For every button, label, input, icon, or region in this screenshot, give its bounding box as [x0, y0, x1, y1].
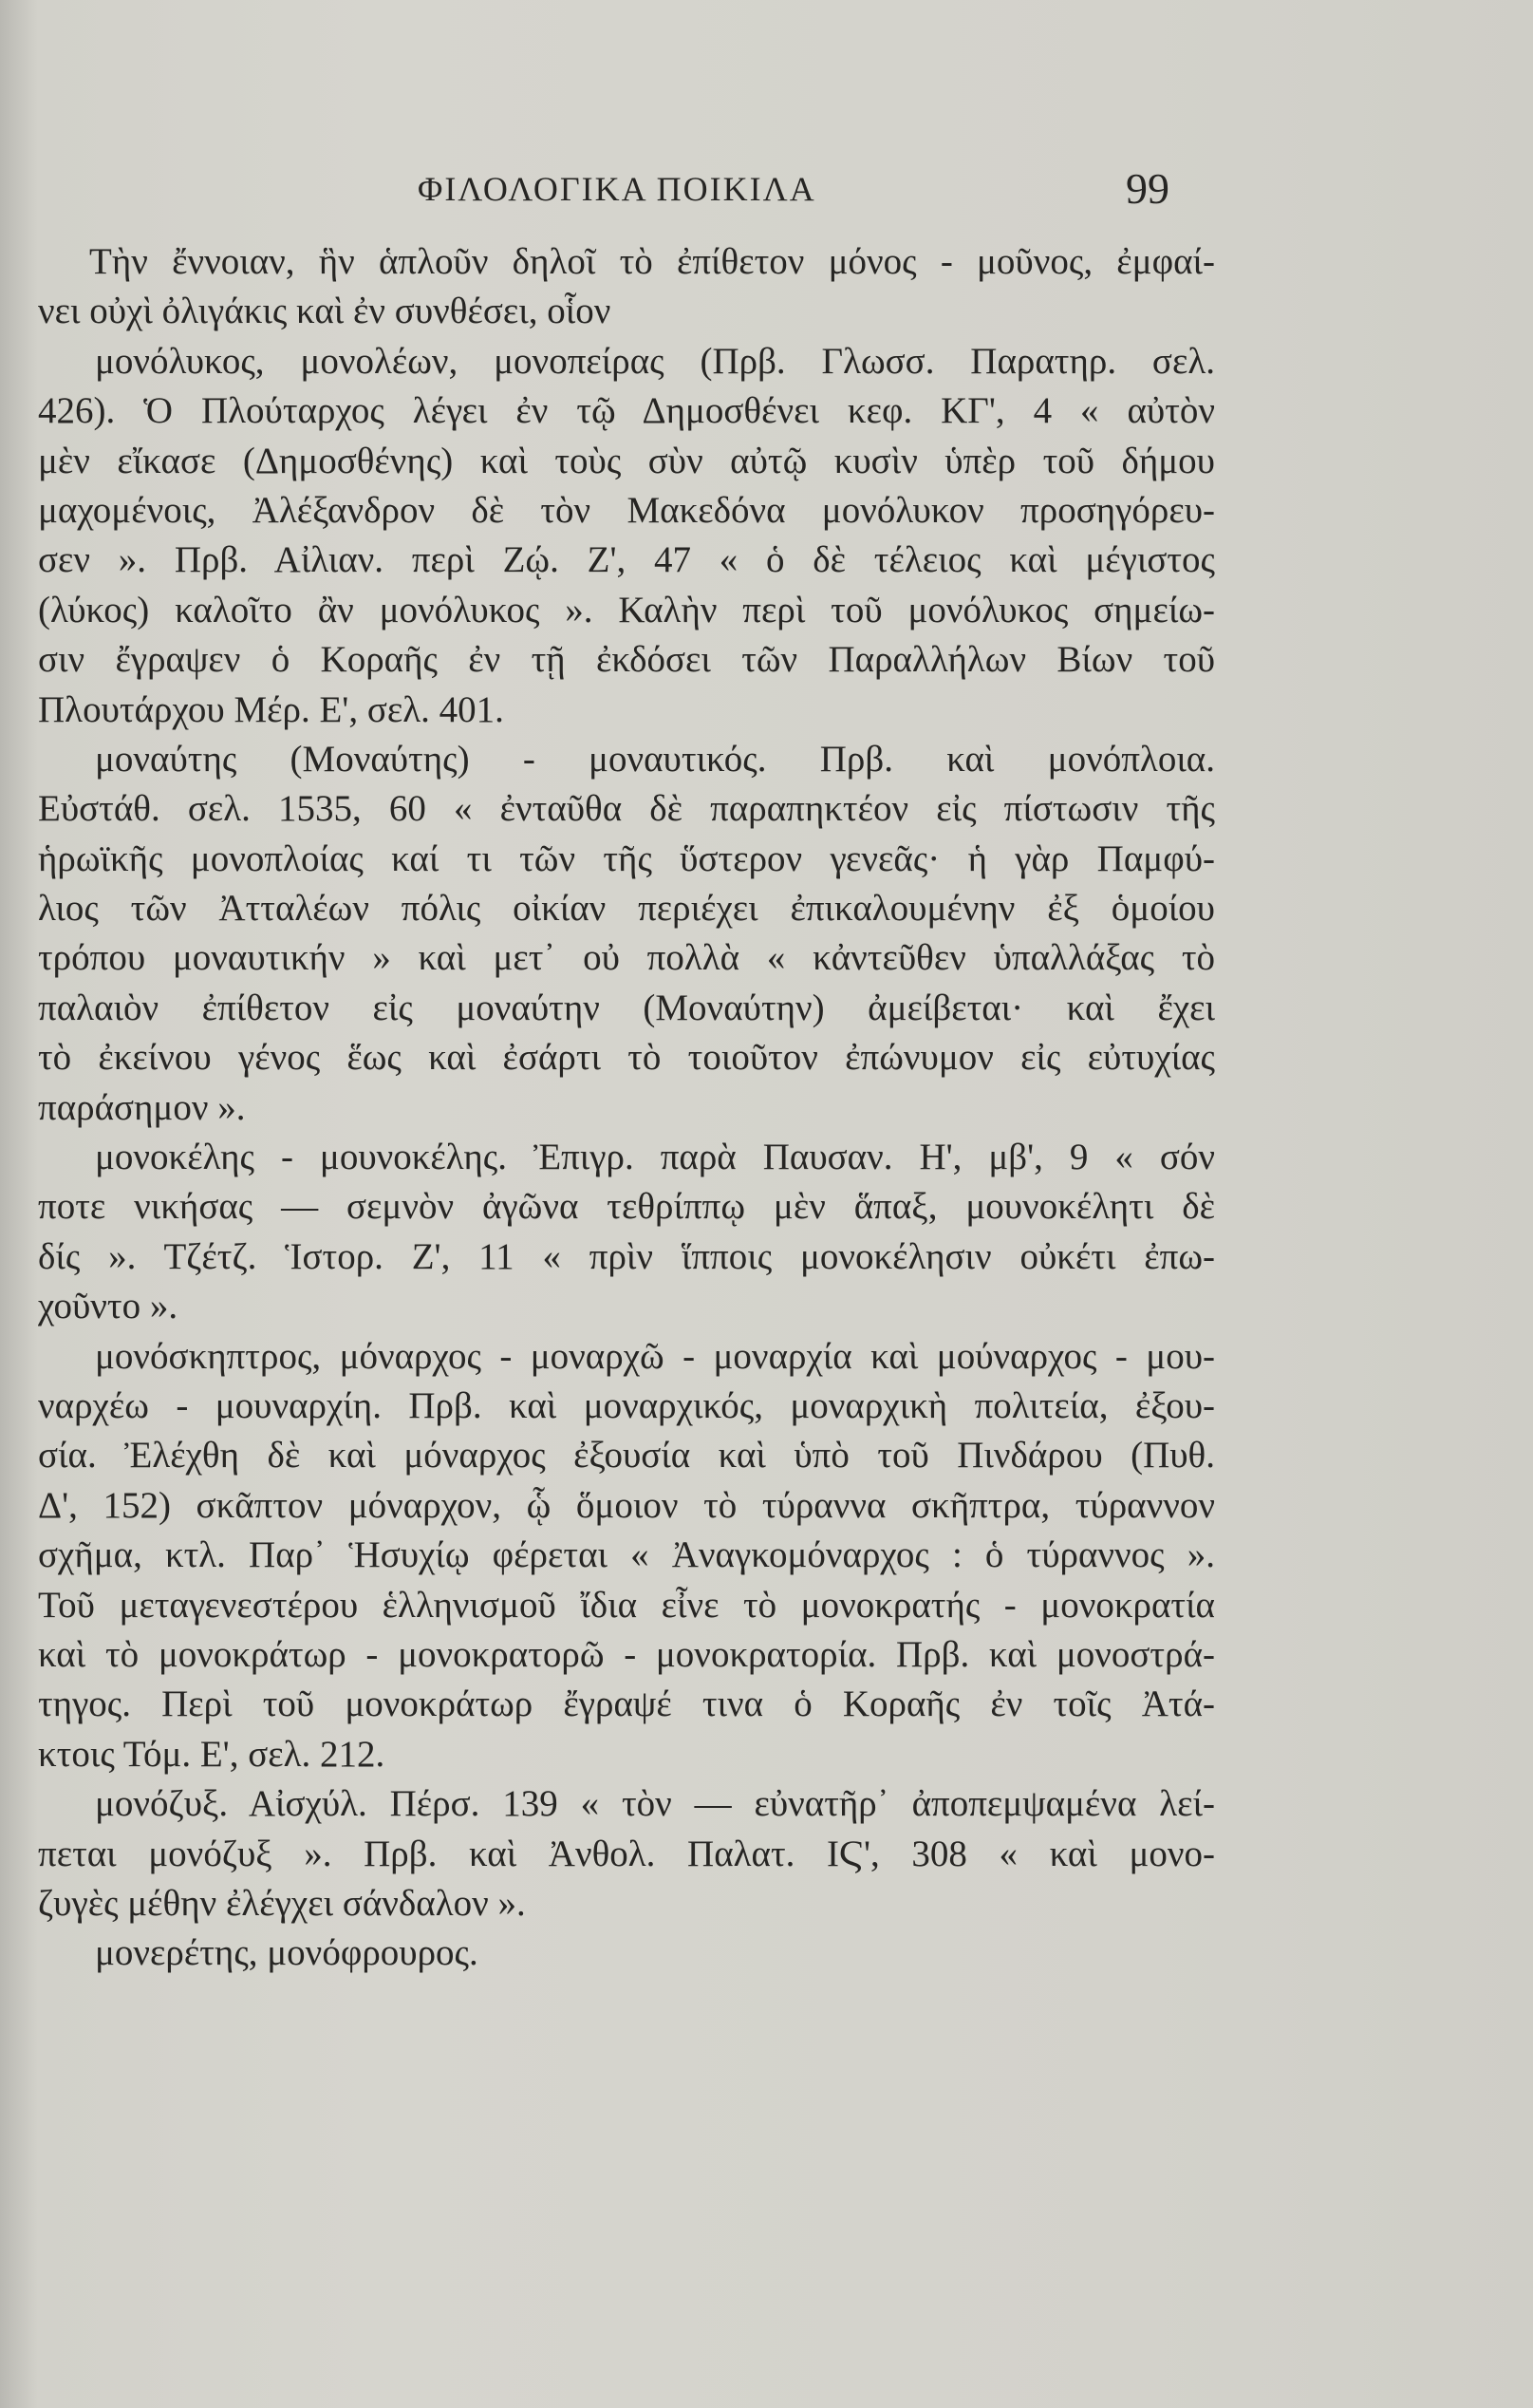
text-line: σιν ἔγραψεν ὁ Κοραῆς ἐν τῇ ἐκδόσει τῶν Παραλλήλων Βίων τοῦ	[38, 639, 1215, 681]
text-line: κτοις Τόμ. Ε', σελ. 212.	[38, 1733, 385, 1775]
text-line: Τὴν ἔννοιαν, ἣν ἁπλοῦν δηλοῖ τὸ ἐπίθετον μόνος - μοῦνος, ἐμφαί-	[89, 241, 1215, 282]
text-line: (λύκος) καλοῖτο ἂν μονόλυκος ». Καλὴν περὶ τοῦ μονόλυκος σημείω-	[38, 589, 1215, 630]
text-line: μαχομένοις, Ἀλέξανδρον δὲ τὸν Μακεδόνα μονόλυκον προσηγόρευ-	[38, 489, 1215, 531]
text-line: χοῦντο ».	[38, 1286, 178, 1327]
text-line: ἡρωϊκῆς μονοπλοίας καί τι τῶν τῆς ὕστερον γενεᾶς· ἡ γὰρ Παμφύ-	[38, 837, 1215, 879]
text-line: σία. Ἐλέχθη δὲ καὶ μόναρχος ἐξουσία καὶ ὑπὸ τοῦ Πινδάρου (Πυθ.	[38, 1435, 1215, 1477]
text-line: παράσημον ».	[38, 1086, 246, 1128]
text-line: μονόλυκος, μονολέων, μονοπείρας (Πρβ. Γλωσσ. Παρατηρ. σελ.	[95, 340, 1215, 382]
text-line: Πλουτάρχου Μέρ. Ε', σελ. 401.	[38, 688, 504, 730]
text-line: 426). Ὁ Πλούταρχος λέγει ἐν τῷ Δημοσθένει κεφ. ΚΓ', 4 « αὐτὸν	[38, 390, 1215, 432]
text-line: μονόσκηπτρος, μόναρχος - μοναρχῶ - μοναρχία καὶ μούναρχος - μου-	[95, 1335, 1215, 1377]
text-line: Τοῦ μεταγενεστέρου ἑλληνισμοῦ ἴδια εἶνε τὸ μονοκρατής - μονοκρατία	[38, 1584, 1215, 1626]
text-line: τηγος. Περὶ τοῦ μονοκράτωρ ἔγραψέ τινα ὁ Κοραῆς ἐν τοῖς Ἀτά-	[38, 1684, 1215, 1725]
text-line: μονοκέλης - μουνοκέλης. Ἐπιγρ. παρὰ Παυσαν. Η', μβ', 9 « σόν	[95, 1137, 1215, 1178]
text-line: τρόπου μοναυτικήν » καὶ μετ᾽ οὐ πολλὰ « κἀντεῦθεν ὑπαλλάξας τὸ	[38, 937, 1215, 979]
text-line: τὸ ἐκείνου γένος ἕως καὶ ἐσάρτι τὸ τοιοῦτον ἐπώνυμον εἰς εὐτυχίας	[38, 1037, 1215, 1079]
text-line: Εὐστάθ. σελ. 1535, 60 « ἐνταῦθα δὲ παραπηκτέον εἰς πίστωσιν τῆς	[38, 788, 1215, 830]
text-line: μὲν εἴκασε (Δημοσθένης) καὶ τοὺς σὺν αὐτῷ κυσὶν ὑπὲρ τοῦ δήμου	[38, 440, 1215, 481]
running-head: ΦΙΛΟΛΟΓΙΚΑ ΠΟΙΚΙΛΑ	[418, 170, 816, 208]
text-line: μονερέτης, μονόφρουρος.	[95, 1932, 478, 1974]
text-line: νει οὐχὶ ὀλιγάκις καὶ ἐν συνθέσει, οἷον	[38, 291, 611, 332]
text-line: μονόζυξ. Αἰσχύλ. Πέρσ. 139 « τὸν — εὐνατῆρ᾽ ἀποπεμψαμένα λεί-	[95, 1783, 1215, 1825]
text-line: πεται μονόζυξ ». Πρβ. καὶ Ἀνθολ. Παλατ. ΙϚ', 308 « καὶ μονο-	[38, 1833, 1215, 1874]
text-line: σχῆμα, κτλ. Παρ᾽ Ἡσυχίῳ φέρεται « Ἀναγκομόναρχος : ὁ τύραννος ».	[38, 1534, 1215, 1576]
text-line: παλαιὸν ἐπίθετον εἰς μοναύτην (Μοναύτην) ἀμείβεται· καὶ ἔχει	[38, 987, 1215, 1028]
text-line: καὶ τὸ μονοκράτωρ - μονοκρατορῶ - μονοκρατορία. Πρβ. καὶ μονοστρά-	[38, 1633, 1215, 1675]
text-line: σεν ». Πρβ. Αἰλιαν. περὶ Ζῴ. Ζ', 47 « ὁ δὲ τέλειος καὶ μέγιστος	[38, 539, 1215, 581]
text-line: μοναύτης (Μοναύτης) - μοναυτικός. Πρβ. καὶ μονόπλοια.	[95, 738, 1215, 780]
text-line: Δ', 152) σκᾶπτον μόναρχον, ᾧ ὅμοιον τὸ τύραννα σκῆπτρα, τύραννον	[38, 1484, 1215, 1526]
text-line: ναρχέω - μουναρχίη. Πρβ. καὶ μοναρχικός, μοναρχικὴ πολιτεία, ἐξου-	[38, 1384, 1215, 1426]
page-number: 99	[1126, 164, 1169, 213]
text-line: ποτε νικήσας — σεμνὸν ἀγῶνα τεθρίππῳ μὲν ἅπαξ, μουνοκέλητι δὲ	[38, 1186, 1215, 1228]
text-line: λιος τῶν Ἀτταλέων πόλις οἰκίαν περιέχει ἐπικαλουμένην ἐξ ὁμοίου	[38, 888, 1215, 930]
text-line: ζυγὲς μέθην ἐλέγχει σάνδαλον ».	[38, 1882, 526, 1924]
page-header	[0, 163, 1533, 220]
body-text	[38, 237, 1215, 1979]
text-line: δίς ». Τζέτζ. Ἱστορ. Ζ', 11 « πρὶν ἵπποις μονοκέλησιν οὐκέτι ἐπω-	[38, 1235, 1215, 1277]
